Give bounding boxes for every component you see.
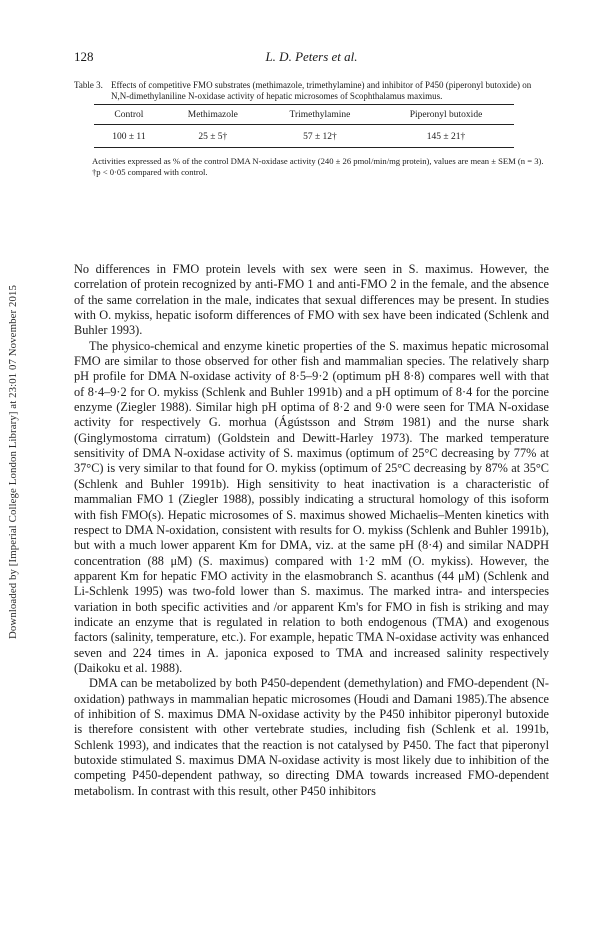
table-footnotes (74, 156, 549, 177)
body-paragraph: No differences in FMO protein levels with sex were seen in S. maximus. However, the correlation of protein recognized by anti-FMO 1 and anti-FMO 2 in the female, and the absence of the same correlation in the male, indicates that sexual differences may be present. In studies with O. mykiss, hepatic isoform differences of FMO with sex have been indicated (Schlenk and Buhler 1993). (74, 262, 549, 338)
table-cell: 25 ± 5† (164, 125, 262, 148)
body-paragraph: DMA can be metabolized by both P450-dependent (demethylation) and FMO-dependent (N-oxidation) pathways in mammalian hepatic microsomes (Houdi and Damani 1985).The absence of inhibition of S. maximus DMA N-oxidase activity by the P450 inhibitor piperonyl butoxide is therefore consistent with other vertebrate studies, including fish (Schlenk et al. 1991b, Schlenk 1993), and indicates that the reaction is not catalysed by P450. The fact that piperonyl butoxide stimulated S. maximus DMA N-oxidase activity is most likely due to inhibition of the competing P450-dependent pathway, so directing DMA towards increased FMO-dependent metabolism. In contrast with this result, other P450 inhibitors (74, 676, 549, 798)
download-watermark (2, 262, 24, 662)
table-footnote: †p < 0·05 compared with control. (92, 166, 208, 177)
page-header (74, 49, 549, 67)
table-header-row (94, 105, 514, 125)
table-caption (74, 80, 549, 101)
table-footnote: Activities expressed as % of the control DMA N-oxidase activity (240 ± 26 pmol/min/mg protein), values are mean ± SEM (n = 3). (92, 156, 544, 166)
column-header-piperonyl-butoxide: Piperonyl butoxide (378, 105, 514, 125)
table-cell: 57 ± 12† (262, 125, 378, 148)
table-block (74, 80, 549, 177)
column-header-control: Control (94, 105, 164, 125)
table-caption-label: Table 3. (74, 80, 103, 90)
download-watermark-text: Downloaded by [Imperial College London Library] at 23:01 07 November 2015 (7, 285, 19, 639)
body-paragraph: The physico-chemical and enzyme kinetic properties of the S. maximus hepatic microsomal FMO are similar to those observed for other fish and mammalian species. The relatively sharp pH profile for DMA N-oxidase activity of 8·5–9·2 (optimum pH 8·8) compares well with that of 8·4–9·2 for O. mykiss (Schlenk and Buhler 1991b) and a pH optimum of 8·4 for the porcine enzyme (Ziegler 1988). Similar high pH optima of 8·2 and 9·0 were seen for TMA N-oxidase activity for respectively G. morhua (Ágústsson and Strøm 1981) and the nurse shark (Ginglymostoma cirratum) (Goldstein and Dewitt-Harley 1973). The marked temperature sensitivity of DMA N-oxidase activity of S. maximus (optimum of 25°C decreasing by 77% at 37°C) is very similar to that found for O. mykiss (optimum of 25°C decreasing by 87% at 35°C (Schlenk and Buhler 1991b). High sensitivity to heat inactivation is a characteristic of mammalian FMO 1 (Ziegler 1988), possibly indicating a structural homology of this isoform with fish FMO(s). Hepatic microsomes of S. maximus showed Michaelis–Menten kinetics with respect to DMA N-oxidation, consistent with results for O. mykiss (Schlenk and Buhler 1991b), but with a much lower apparent Km for DMA, viz. at the same pH (8·4) and similar NADPH concentration (88 μM) (S. maximus) compared with 1·2 mM (O. mykiss). However, the apparent Km for hepatic FMO activity in the elasmobranch S. acanthus (44 μM) (Schlenk and Li-Schlenk 1995) was two-fold lower than S. maximus. The marked intra- and interspecies variation in both specific activities and /or apparent Km's for FMO in fish is striking and may indicate an enzyme that is regulated in relation to both endogenous (TMA) and exogenous factors (salinity, temperature, etc.). For example, hepatic TMA N-oxidase activity was enhanced seven and 224 times in A. japonica exposed to TMA and increased salinity respectively (Daikoku et al. 1988). (74, 338, 549, 675)
table-cell: 100 ± 11 (94, 125, 164, 148)
table-cell: 145 ± 21† (378, 125, 514, 148)
table-caption-text: Effects of competitive FMO substrates (methimazole, trimethylamine) and inhibitor of P450 (piperonyl butoxide) on N,N-dimethylaniline N-oxidase activity of hepatic microsomes of Scophthalamus maximus. (111, 80, 532, 101)
running-title: L. D. Peters et al. (265, 49, 358, 64)
column-header-trimethylamine: Trimethylamine (262, 105, 378, 125)
column-header-methimazole: Methimazole (164, 105, 262, 125)
table-row (94, 125, 514, 148)
page-number: 128 (74, 49, 94, 64)
results-table (94, 104, 514, 148)
body-text (74, 262, 549, 799)
